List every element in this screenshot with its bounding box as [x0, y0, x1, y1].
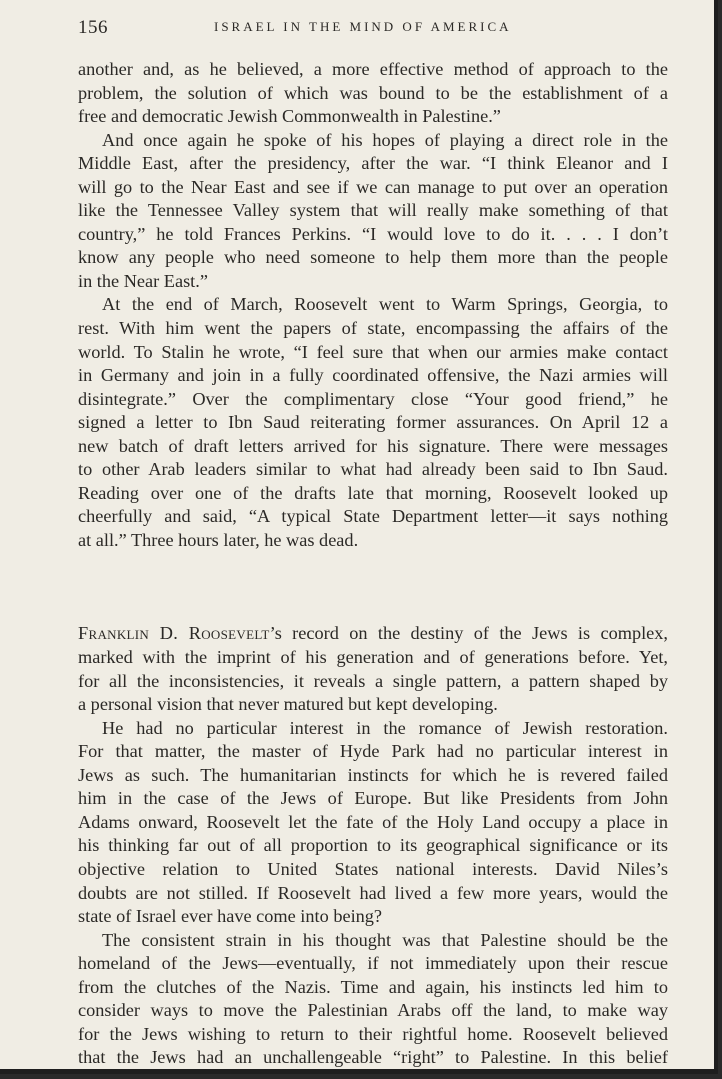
text-line: For that matter, the master of Hyde Park had no particular interest in	[78, 741, 668, 762]
text-line: signed a letter to Ibn Saud reiterating former assurances. On April 12 a	[78, 412, 668, 433]
text-line: a personal vision that never matured but kept developing.	[78, 694, 498, 715]
text-line: problem, the solution of which was bound to be the establishment of a	[78, 82, 668, 103]
text-line: for all the inconsistencies, it reveals a single pattern, a pattern shaped by	[78, 670, 668, 691]
page-number: 156	[78, 17, 108, 38]
paragraph	[78, 58, 668, 129]
paragraph	[78, 622, 668, 716]
text-line: rest. With him went the papers of state, encompassing the affairs of the	[78, 318, 668, 339]
paragraph	[78, 717, 668, 929]
text-line: him in the case of the Jews of Europe. But like Presidents from John	[78, 788, 668, 809]
text-line: that the Jews had an unchallengeable “right” to Palestine. In this belief	[78, 1047, 668, 1068]
text-line: doubts are not stilled. If Roosevelt had lived a few more years, would the	[78, 882, 668, 903]
text-line: for the Jews wishing to return to their rightful home. Roosevelt believed	[78, 1023, 668, 1044]
paragraph	[78, 929, 668, 1070]
text-line: disintegrate.” Over the complimentary close “Your good friend,” he	[78, 388, 668, 409]
text-line: from the clutches of the Nazis. Time and again, his instincts led him to	[78, 976, 668, 997]
text-line: in the Near East.”	[78, 270, 208, 291]
text-line: objective relation to United States national interests. David Niles’s	[78, 858, 668, 879]
text-line: At the end of March, Roosevelt went to Warm Springs, Georgia, to	[102, 294, 668, 315]
text-line: know any people who need someone to help them more than the people	[78, 247, 668, 268]
text-line: Jews as such. The humanitarian instincts for which he is revered failed	[78, 764, 668, 785]
text-line: like the Tennessee Valley system that will really make something of that	[78, 200, 668, 221]
text-run: ’s record on the destiny of the Jews is complex,	[269, 623, 668, 644]
text-line: Adams onward, Roosevelt let the fate of the Holy Land occupy a place in	[78, 811, 668, 832]
running-head	[78, 17, 668, 41]
book-title: ISRAEL IN THE MIND OF AMERICA	[214, 19, 512, 34]
text-line: world. To Stalin he wrote, “I feel sure that when our armies make contact	[78, 341, 668, 362]
text-line: Reading over one of the drafts late that morning, Roosevelt looked up	[78, 482, 668, 503]
text-line: country,” he told Frances Perkins. “I would love to do it. . . . I don’t	[78, 223, 668, 244]
text-line: to other Arab leaders similar to what had already been said to Ibn Saud.	[78, 459, 668, 480]
text-line: consider ways to move the Palestinian Arabs off the land, to make way	[78, 1000, 668, 1021]
text-line: homeland of the Jews—eventually, if not immediately upon their rescue	[78, 953, 668, 974]
text-line: marked with the imprint of his generation and of generations before. Yet,	[78, 647, 668, 668]
text-line	[78, 622, 668, 646]
paragraph	[78, 293, 668, 552]
text-line: He had no particular interest in the romance of Jewish restoration.	[102, 717, 668, 738]
text-line: state of Israel ever have come into being?	[78, 906, 383, 927]
section-lead-in: Franklin D. Roosevelt	[78, 623, 270, 644]
text-line: cheerfully and said, “A typical State Department letter—it says nothing	[78, 506, 668, 527]
body-text	[78, 58, 668, 1070]
text-line: And once again he spoke of his hopes of playing a direct role in the	[102, 129, 668, 150]
text-line: new batch of draft letters arrived for his signature. There were messages	[78, 435, 668, 456]
text-line: his thinking far out of all proportion to its geographical significance or its	[78, 835, 668, 856]
text-line: The consistent strain in his thought was that Palestine should be the	[102, 929, 668, 950]
paragraph	[78, 129, 668, 294]
text-line: Middle East, after the presidency, after the war. “I think Eleanor and I	[78, 153, 668, 174]
text-line: free and democratic Jewish Commonwealth in Palestine.”	[78, 106, 501, 127]
section-break	[78, 552, 668, 622]
text-line: another and, as he believed, a more effective method of approach to the	[78, 59, 668, 79]
text-line: will go to the Near East and see if we can manage to put over an operation	[78, 176, 668, 197]
text-line: at all.” Three hours later, he was dead.	[78, 529, 359, 550]
text-line: in Germany and join in a fully coordinated offensive, the Nazi armies will	[78, 365, 668, 386]
